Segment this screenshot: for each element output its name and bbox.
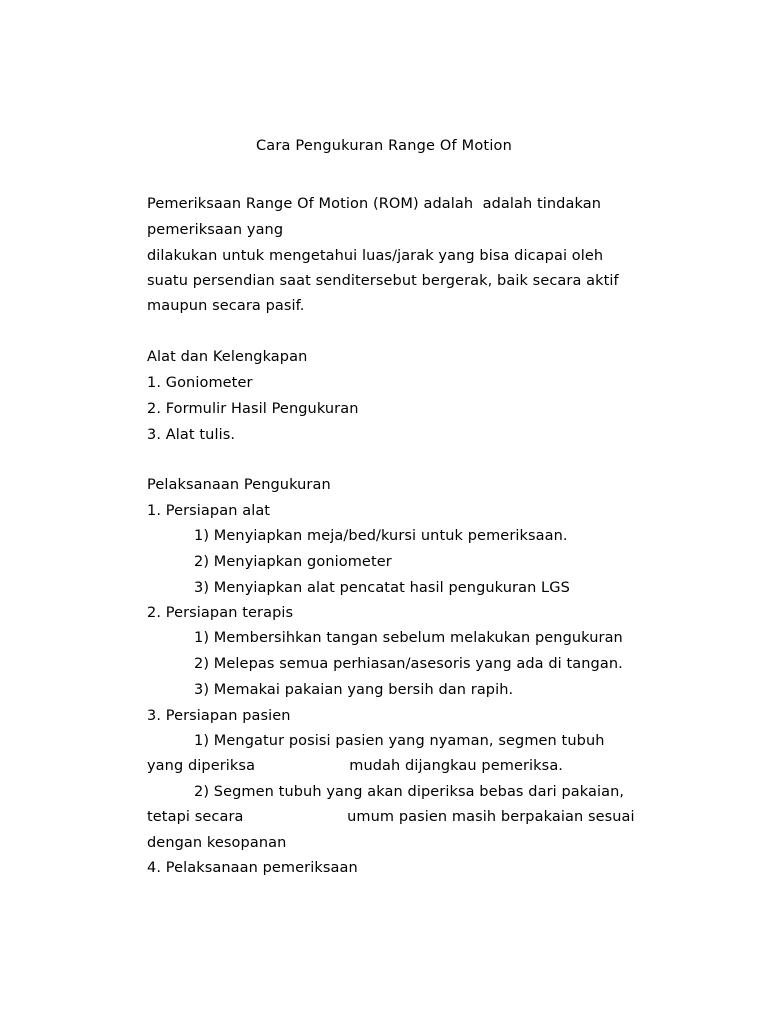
step-1-substep-3: 3) Menyiapkan alat pencatat hasil pengukuran LGS: [194, 580, 570, 596]
step-1-substep-1: 1) Menyiapkan meja/bed/kursi untuk pemeriksaan.: [194, 528, 568, 544]
equipment-heading: Alat dan Kelengkapan: [147, 349, 308, 365]
intro-line-5: maupun secara pasif.: [147, 298, 305, 314]
intro-line-1: Pemeriksaan Range Of Motion (ROM) adalah adalah tindakan: [147, 196, 601, 212]
step-4: 4. Pelaksanaan pemeriksaan: [147, 860, 358, 876]
step-1: 1. Persiapan alat: [147, 503, 271, 519]
equipment-item-1: 1. Goniometer: [147, 375, 253, 391]
equipment-item-3: 3. Alat tulis.: [147, 427, 236, 443]
equipment-item-2: 2. Formulir Hasil Pengukuran: [147, 401, 359, 417]
step-3-substep-2-cont: tetapi secara umum pasien masih berpakaian sesuai: [147, 809, 635, 825]
step-1-substep-2: 2) Menyiapkan goniometer: [194, 554, 392, 570]
intro-line-2: pemeriksaan yang: [147, 222, 284, 238]
step-2-substep-1: 1) Membersihkan tangan sebelum melakukan pengukuran: [194, 630, 623, 646]
step-3-substep-1-cont: yang diperiksa mudah dijangkau pemeriksa.: [147, 758, 564, 774]
intro-line-3: dilakukan untuk mengetahui luas/jarak yang bisa dicapai oleh: [147, 248, 604, 264]
document-title: Cara Pengukuran Range Of Motion: [255, 138, 513, 154]
step-3-substep-1: 1) Mengatur posisi pasien yang nyaman, segmen tubuh: [194, 733, 605, 749]
step-3: 3. Persiapan pasien: [147, 708, 291, 724]
procedure-heading: Pelaksanaan Pengukuran: [147, 477, 331, 493]
step-3-substep-2-cont-2: dengan kesopanan: [147, 835, 287, 851]
step-2-substep-3: 3) Memakai pakaian yang bersih dan rapih.: [194, 682, 514, 698]
step-2-substep-2: 2) Melepas semua perhiasan/asesoris yang ada di tangan.: [194, 656, 623, 672]
intro-line-4: suatu persendian saat senditersebut bergerak, baik secara aktif: [147, 273, 619, 289]
step-2: 2. Persiapan terapis: [147, 605, 294, 621]
step-3-substep-2: 2) Segmen tubuh yang akan diperiksa bebas dari pakaian,: [194, 784, 625, 800]
